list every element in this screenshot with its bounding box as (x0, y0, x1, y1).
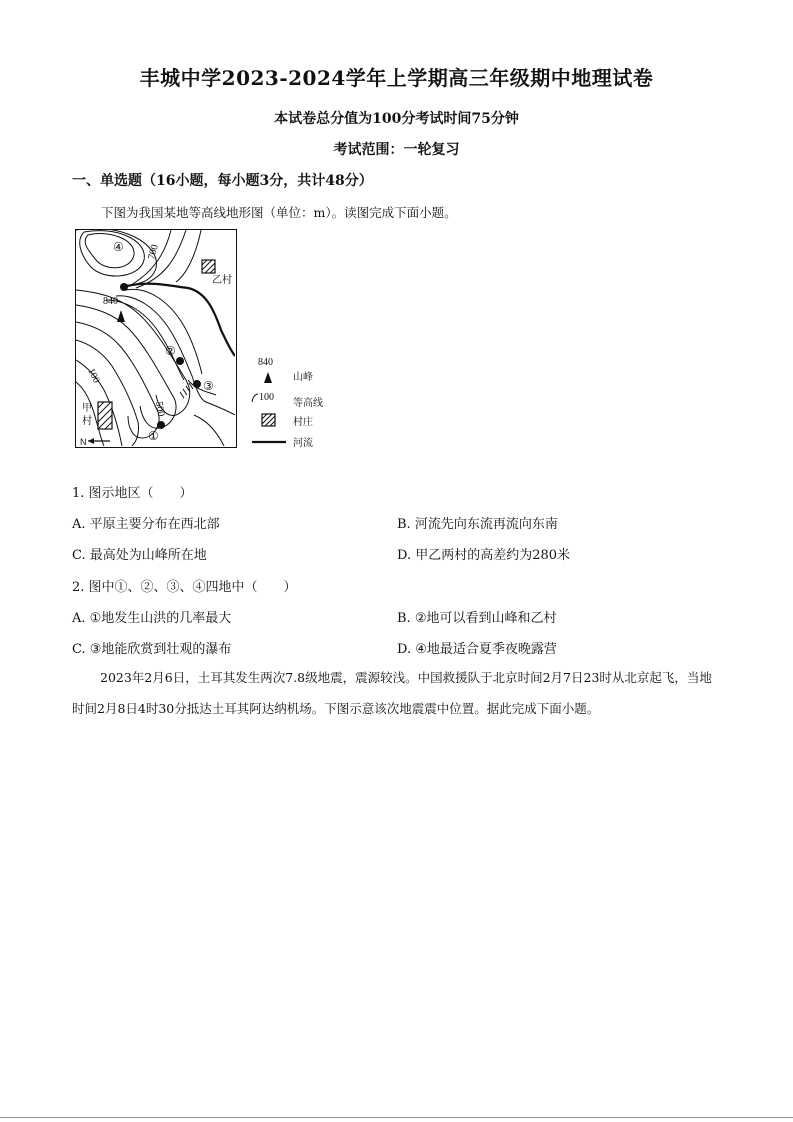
legend-river-label: 河流 (293, 438, 313, 449)
point-2-dot (176, 357, 184, 365)
exam-scope: 考试范围：一轮复习 (333, 142, 460, 158)
legend-contour-value: 100 (259, 392, 274, 403)
q1-option-d[interactable]: D. 甲乙两村的高差约为280米 (397, 548, 571, 563)
peak-triangle-icon (117, 310, 125, 322)
q1-option-a[interactable]: A. 平原主要分布在西北部 (72, 517, 220, 532)
q1-option-b[interactable]: B. 河流先向东流再流向东南 (397, 517, 558, 532)
legend-peak-value: 840 (258, 357, 273, 368)
contour-label-500: 500 (153, 400, 167, 418)
question-2-stem: 2. 图中①、②、③、④四地中（ ） (72, 580, 297, 595)
legend-peak-icon (264, 372, 272, 383)
map-legend (250, 350, 340, 460)
contour-label-700: 700 (146, 243, 161, 261)
legend-contour-label: 等高线 (293, 398, 323, 409)
contour-map-svg (76, 230, 235, 446)
q2-option-a[interactable]: A. ①地发生山洪的几率最大 (72, 611, 232, 626)
point-3-dot (193, 380, 201, 388)
village-jia-label-1: 甲 (82, 403, 92, 414)
point-3-label: ③ (203, 379, 214, 393)
point-1-dot (157, 421, 165, 429)
page-bottom-rule (0, 1117, 793, 1118)
legend-contour-icon (252, 394, 258, 402)
legend-village-label: 村庄 (293, 417, 313, 428)
score-time-line: 本试卷总分值为100分考试时间75分钟 (274, 111, 519, 127)
q1-option-c[interactable]: C. 最高处为山峰所在地 (72, 548, 207, 563)
q2-option-d[interactable]: D. ④地最适合夏季夜晚露营 (397, 642, 557, 657)
village-jia-label-2: 村 (82, 416, 92, 427)
section-heading: 一、单选题（16小题，每小题3分，共计48分） (72, 173, 373, 189)
village-jia-icon (98, 402, 112, 429)
point-1-label: ① (148, 429, 159, 443)
earthquake-passage (72, 662, 722, 724)
point-4-dot (120, 283, 128, 291)
map-intro: 下图为我国某地等高线地形图（单位：m）。读图完成下面小题。 (101, 205, 457, 220)
contour-map (75, 229, 237, 448)
contour-label-100: 100 (85, 366, 102, 385)
legend-svg (250, 350, 340, 460)
exam-title: 丰城中学2023-2024学年上学期高三年级期中地理试卷 (139, 66, 654, 90)
question-1-stem: 1. 图示地区（ ） (72, 486, 193, 501)
north-label: N (80, 437, 87, 446)
point-2-label: ② (165, 344, 176, 358)
q2-option-c[interactable]: C. ③地能欣赏到壮观的瀑布 (72, 642, 232, 657)
earthquake-passage-text: 2023年2月6日，土耳其发生两次7.8级地震，震源较浅。中国救援队于北京时间2月7日23时从北京起飞，当地时间2月8日4时30分抵达土耳其阿达纳机场。下图示意该次地震震中位置。据此完成下面小题。 (72, 670, 712, 716)
peak-label-840: 840 (103, 296, 118, 307)
legend-village-icon (262, 414, 275, 426)
point-4-label: ④ (113, 240, 124, 254)
village-yi-icon (202, 260, 215, 273)
village-yi-label: 乙村 (212, 275, 232, 286)
q2-option-b[interactable]: B. ②地可以看到山峰和乙村 (397, 611, 557, 626)
legend-peak-label: 山峰 (293, 372, 313, 383)
